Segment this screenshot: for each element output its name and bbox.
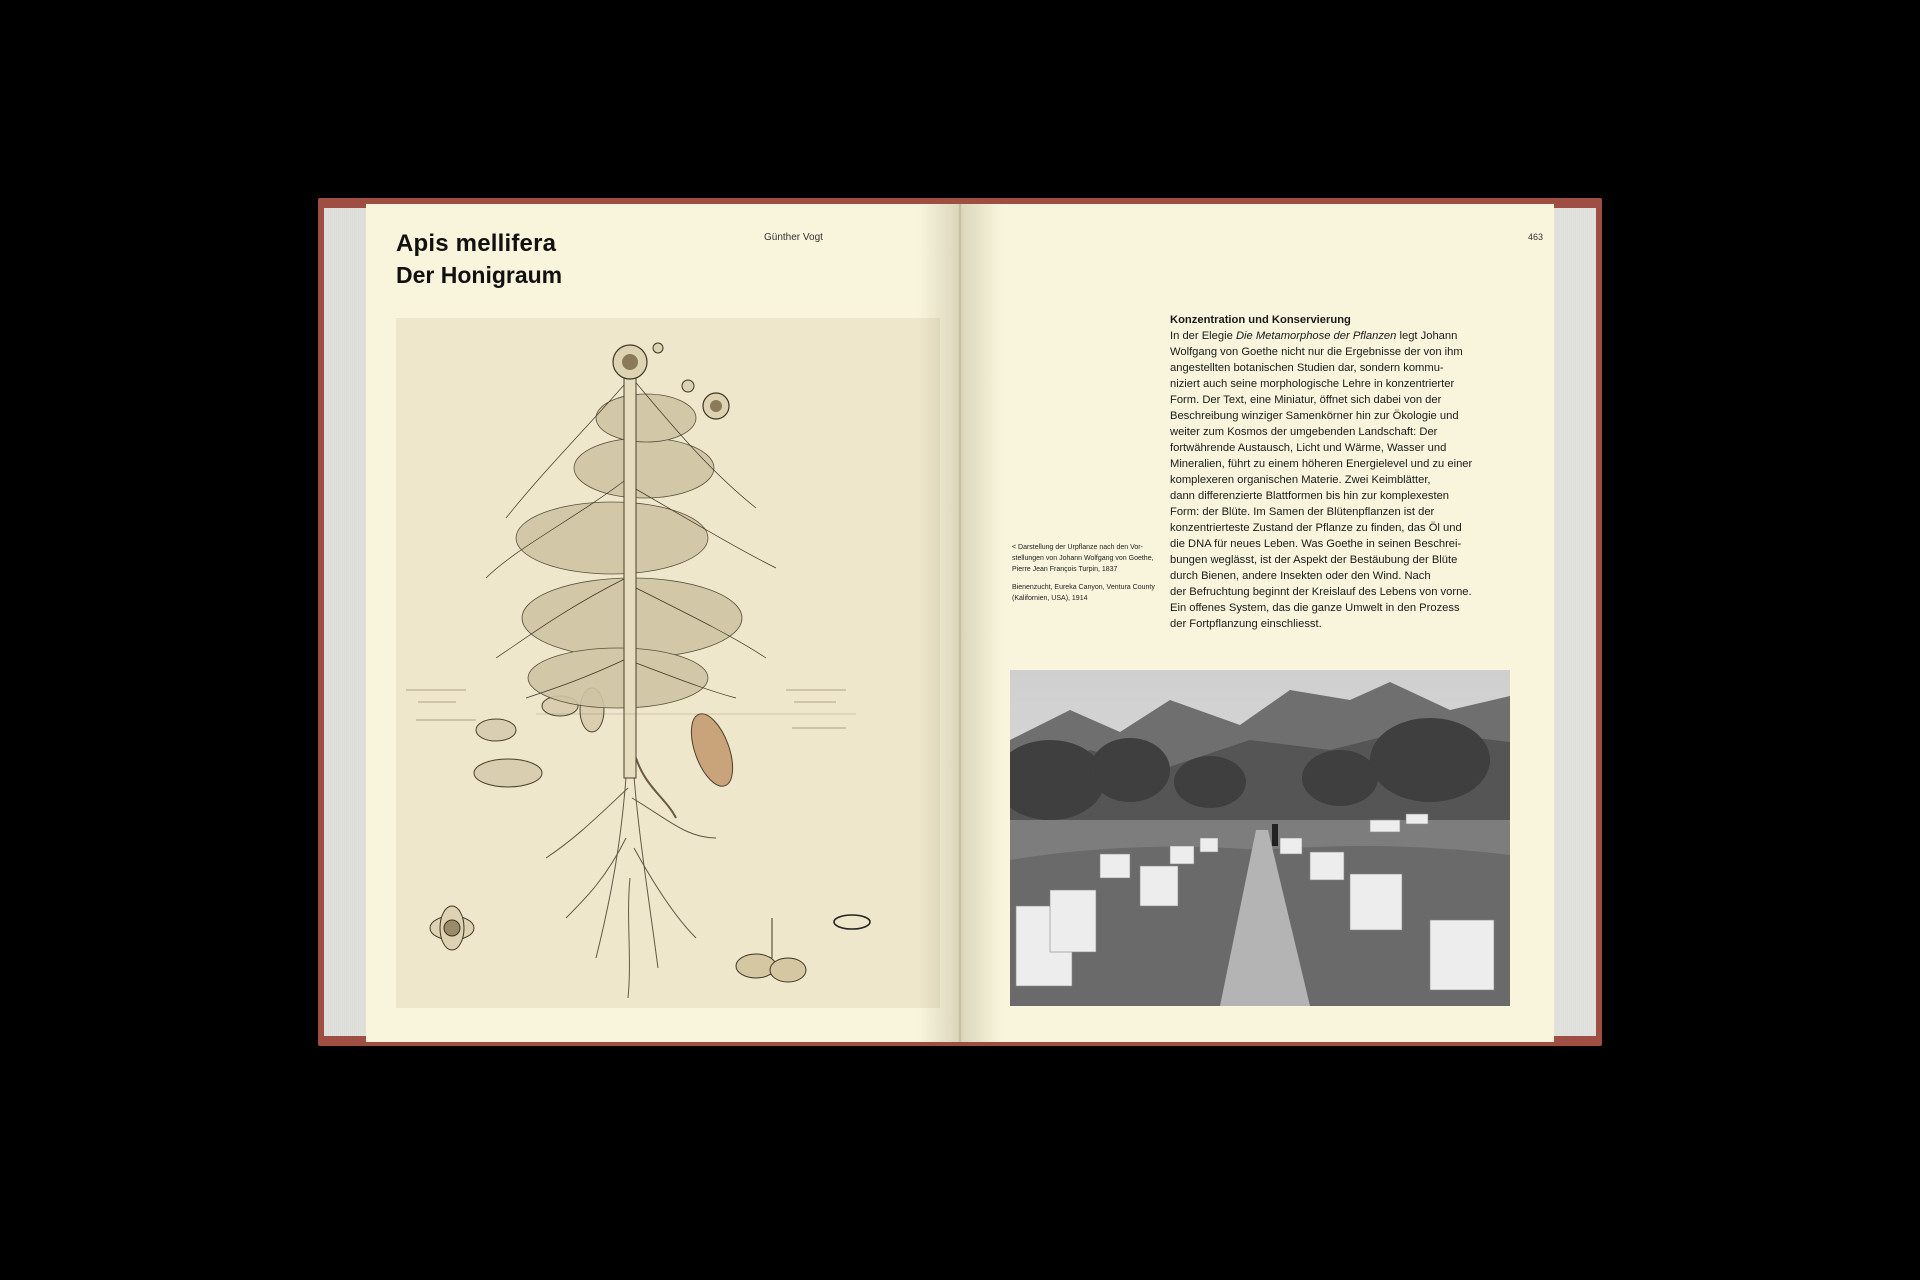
body-text-segment: Beschreibung winziger Samenkörner hin zur Ökologie und xyxy=(1170,410,1459,422)
body-line xyxy=(1170,408,1500,424)
body-text-segment: In der Elegie xyxy=(1170,330,1236,342)
body-line xyxy=(1170,376,1500,392)
body-text-segment: Wolfgang von Goethe nicht nur die Ergebnisse der von ihm xyxy=(1170,346,1463,358)
page-number: 463 xyxy=(1528,232,1544,242)
body-line xyxy=(1170,440,1500,456)
caption-line: stellungen von Johann Wolfgang von Goethe, xyxy=(1012,555,1154,562)
body-text-segment: bungen weglässt, ist der Aspekt der Bestäubung der Blüte xyxy=(1170,554,1458,566)
urpflanze-drawing xyxy=(396,318,940,1008)
caption-line: < Darstellung der Urpflanze nach den Vor- xyxy=(1012,544,1143,551)
body-line xyxy=(1170,520,1500,536)
body-text-segment: fortwährende Austausch, Licht und Wärme, Wasser und xyxy=(1170,442,1447,454)
body-line xyxy=(1170,584,1500,600)
body-paragraph xyxy=(1170,328,1500,632)
body-text-segment: Mineralien, führt zu einem höheren Energielevel und zu einer xyxy=(1170,458,1473,470)
section-heading: Konzentration und Konservierung xyxy=(1170,314,1351,326)
body-text-segment: komplexeren organischen Materie. Zwei Keimblätter, xyxy=(1170,474,1431,486)
body-line xyxy=(1170,424,1500,440)
page-title: Apis mellifera xyxy=(396,230,557,257)
page-subtitle: Der Honigraum xyxy=(396,262,563,288)
body-text-segment: Form: der Blüte. Im Samen der Blütenpflanzen ist der xyxy=(1170,506,1435,518)
author-name: Günther Vogt xyxy=(764,232,823,243)
apiary-photograph xyxy=(1010,670,1510,1006)
body-text-segment: der Befruchtung beginnt der Kreislauf des Lebens von vorne. xyxy=(1170,586,1472,598)
body-line xyxy=(1170,536,1500,552)
article-text xyxy=(1170,312,1500,632)
body-text-segment: durch Bienen, andere Insekten oder den Wind. Nach xyxy=(1170,570,1431,582)
body-text-segment: weiter zum Kosmos der umgebenden Landschaft: Der xyxy=(1170,426,1438,438)
body-line xyxy=(1170,360,1500,376)
body-line xyxy=(1170,472,1500,488)
open-book xyxy=(318,198,1602,1046)
body-text-segment: der Fortpflanzung einschliesst. xyxy=(1170,618,1322,630)
body-line xyxy=(1170,488,1500,504)
body-text-segment: die DNA für neues Leben. Was Goethe in seinen Beschrei- xyxy=(1170,538,1462,550)
caption-line: (Kalifornien, USA), 1914 xyxy=(1012,595,1088,602)
body-line xyxy=(1170,392,1500,408)
body-text-segment: angestellten botanischen Studien dar, sondern kommu- xyxy=(1170,362,1444,374)
body-text-segment: dann differenzierte Blattformen bis hin zur komplexesten xyxy=(1170,490,1450,502)
body-text-segment: legt Johann xyxy=(1396,330,1458,342)
left-page xyxy=(366,204,960,1042)
body-line xyxy=(1170,568,1500,584)
body-text-segment: Ein offenes System, das die ganze Umwelt in den Prozess xyxy=(1170,602,1460,614)
body-text-segment: Form. Der Text, eine Miniatur, öffnet sich dabei von der xyxy=(1170,394,1442,406)
body-text-segment: konzentrierteste Zustand der Pflanze zu finden, das Öl und xyxy=(1170,522,1462,534)
caption-line: Bienenzucht, Eureka Canyon, Ventura County xyxy=(1012,584,1155,591)
body-line xyxy=(1170,552,1500,568)
caption-bienenzucht xyxy=(1012,582,1192,604)
right-page xyxy=(960,204,1554,1042)
book-title-italic: Die Metamorphose der Pflanzen xyxy=(1235,330,1397,342)
body-line xyxy=(1170,328,1500,344)
body-line xyxy=(1170,344,1500,360)
body-line xyxy=(1170,616,1500,632)
body-line xyxy=(1170,504,1500,520)
body-text-segment: niziert auch seine morphologische Lehre in konzentrierter xyxy=(1170,378,1455,390)
botanical-plate-illustration xyxy=(396,318,940,1008)
caption-urpflanze xyxy=(1012,542,1192,575)
body-line xyxy=(1170,456,1500,472)
caption-line: Pierre Jean François Turpin, 1837 xyxy=(1012,566,1118,573)
body-line xyxy=(1170,600,1500,616)
beekeeping-photo xyxy=(1010,670,1510,1006)
